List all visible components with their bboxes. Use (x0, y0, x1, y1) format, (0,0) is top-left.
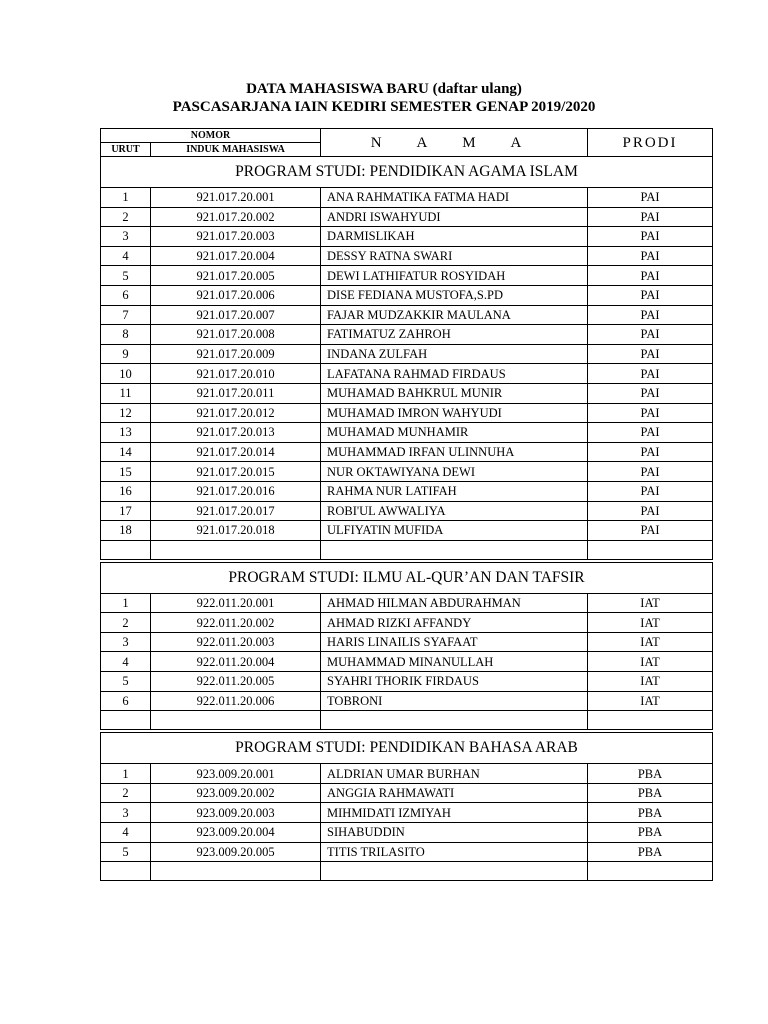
empty-cell (101, 540, 151, 561)
section-title: PROGRAM STUDI: ILMU AL-QUR’AN DAN TAFSIR (101, 561, 713, 594)
student-id: 923.009.20.005 (151, 842, 321, 862)
table-row (101, 227, 713, 247)
student-id: 921.017.20.009 (151, 344, 321, 364)
table-row (101, 501, 713, 521)
empty-cell (151, 862, 321, 881)
student-name: INDANA ZULFAH (321, 344, 588, 364)
student-name: FAJAR MUDZAKKIR MAULANA (321, 305, 588, 325)
table-row (101, 344, 713, 364)
row-number: 9 (101, 344, 151, 364)
program-code: PAI (588, 462, 713, 482)
table-row (101, 442, 713, 462)
table-row (101, 842, 713, 862)
student-id: 922.011.20.002 (151, 613, 321, 633)
program-code: PBA (588, 823, 713, 843)
table-row (101, 403, 713, 423)
section-title: PROGRAM STUDI: PENDIDIKAN AGAMA ISLAM (101, 157, 713, 188)
student-name: MIHMIDATI IZMIYAH (321, 803, 588, 823)
student-name: TOBRONI (321, 691, 588, 711)
table-row (101, 481, 713, 501)
empty-cell (588, 862, 713, 881)
program-code: PAI (588, 305, 713, 325)
student-id: 923.009.20.001 (151, 764, 321, 784)
student-name: AHMAD RIZKI AFFANDY (321, 613, 588, 633)
table-row (101, 803, 713, 823)
student-id: 921.017.20.006 (151, 285, 321, 305)
row-number: 1 (101, 764, 151, 784)
student-name: LAFATANA RAHMAD FIRDAUS (321, 364, 588, 384)
student-id: 922.011.20.003 (151, 632, 321, 652)
empty-cell (588, 711, 713, 732)
table-row (101, 632, 713, 652)
student-name: FATIMATUZ ZAHROH (321, 325, 588, 345)
header-urut: URUT (101, 143, 151, 157)
row-number: 5 (101, 672, 151, 692)
empty-cell (151, 540, 321, 561)
student-name: TITIS TRILASITO (321, 842, 588, 862)
student-name: NUR OKTAWIYANA DEWI (321, 462, 588, 482)
student-name: ULFIYATIN MUFIDA (321, 521, 588, 541)
student-id: 921.017.20.016 (151, 481, 321, 501)
student-name: MUHAMMAD MINANULLAH (321, 652, 588, 672)
table-row (101, 325, 713, 345)
student-id: 921.017.20.004 (151, 246, 321, 266)
program-code: PAI (588, 521, 713, 541)
student-name: DISE FEDIANA MUSTOFA,S.PD (321, 285, 588, 305)
table-row (101, 613, 713, 633)
student-id: 923.009.20.004 (151, 823, 321, 843)
student-id: 922.011.20.005 (151, 672, 321, 692)
program-code: IAT (588, 613, 713, 633)
row-number: 14 (101, 442, 151, 462)
program-code: PBA (588, 842, 713, 862)
table-row (101, 266, 713, 286)
student-id: 921.017.20.014 (151, 442, 321, 462)
program-code: PBA (588, 764, 713, 784)
program-code: PAI (588, 285, 713, 305)
row-number: 2 (101, 207, 151, 227)
student-id: 921.017.20.005 (151, 266, 321, 286)
section-header-row (101, 561, 713, 594)
row-number: 16 (101, 481, 151, 501)
student-name: DESSY RATNA SWARI (321, 246, 588, 266)
program-code: PAI (588, 364, 713, 384)
student-name: MUHAMAD IMRON WAHYUDI (321, 403, 588, 423)
program-code: IAT (588, 593, 713, 613)
program-code: PAI (588, 501, 713, 521)
student-id: 921.017.20.013 (151, 423, 321, 443)
student-id: 922.011.20.004 (151, 652, 321, 672)
row-number: 3 (101, 632, 151, 652)
table-row (101, 246, 713, 266)
program-code: PAI (588, 344, 713, 364)
empty-cell (321, 540, 588, 561)
student-id: 921.017.20.010 (151, 364, 321, 384)
header-prodi: PRODI (588, 129, 713, 157)
header-induk: INDUK MAHASISWA (151, 143, 321, 157)
table-row (101, 207, 713, 227)
row-number: 7 (101, 305, 151, 325)
program-code: PAI (588, 207, 713, 227)
row-number: 15 (101, 462, 151, 482)
empty-cell (321, 862, 588, 881)
program-code: IAT (588, 632, 713, 652)
student-name: ANGGIA RAHMAWATI (321, 783, 588, 803)
empty-row (101, 711, 713, 732)
row-number: 8 (101, 325, 151, 345)
student-name: ANA RAHMATIKA FATMA HADI (321, 188, 588, 208)
table-row (101, 823, 713, 843)
row-number: 18 (101, 521, 151, 541)
student-name: ALDRIAN UMAR BURHAN (321, 764, 588, 784)
program-code: PAI (588, 188, 713, 208)
student-name: SYAHRI THORIK FIRDAUS (321, 672, 588, 692)
header-nama: N A M A (321, 129, 588, 157)
program-code: PAI (588, 266, 713, 286)
program-code: PAI (588, 423, 713, 443)
student-name: ANDRI ISWAHYUDI (321, 207, 588, 227)
program-code: IAT (588, 652, 713, 672)
section-header-row (101, 731, 713, 764)
empty-cell (101, 711, 151, 732)
empty-cell (588, 540, 713, 561)
student-id: 921.017.20.012 (151, 403, 321, 423)
row-number: 1 (101, 593, 151, 613)
document-title: DATA MAHASISWA BARU (daftar ulang) (246, 81, 522, 97)
section-title: PROGRAM STUDI: PENDIDIKAN BAHASA ARAB (101, 731, 713, 764)
student-name: MUHAMAD BAHKRUL MUNIR (321, 383, 588, 403)
student-id: 921.017.20.017 (151, 501, 321, 521)
program-code: PBA (588, 803, 713, 823)
row-number: 2 (101, 613, 151, 633)
student-name: ROBI'UL AWWALIYA (321, 501, 588, 521)
header-nomor: NOMOR (101, 129, 321, 143)
table-row (101, 672, 713, 692)
program-code: PAI (588, 325, 713, 345)
row-number: 11 (101, 383, 151, 403)
student-name: AHMAD HILMAN ABDURAHMAN (321, 593, 588, 613)
student-id: 923.009.20.003 (151, 803, 321, 823)
student-id: 922.011.20.001 (151, 593, 321, 613)
table-row (101, 783, 713, 803)
student-id: 921.017.20.015 (151, 462, 321, 482)
row-number: 4 (101, 823, 151, 843)
student-id: 921.017.20.007 (151, 305, 321, 325)
document-subtitle: PASCASARJANA IAIN KEDIRI SEMESTER GENAP 2019/2020 (172, 99, 596, 115)
table-row (101, 285, 713, 305)
row-number: 3 (101, 227, 151, 247)
student-id: 921.017.20.008 (151, 325, 321, 345)
empty-cell (101, 862, 151, 881)
student-name: SIHABUDDIN (321, 823, 588, 843)
row-number: 13 (101, 423, 151, 443)
empty-cell (151, 711, 321, 732)
table-row (101, 383, 713, 403)
program-code: IAT (588, 672, 713, 692)
table-row (101, 691, 713, 711)
student-name: MUHAMMAD IRFAN ULINNUHA (321, 442, 588, 462)
row-number: 4 (101, 652, 151, 672)
student-id: 923.009.20.002 (151, 783, 321, 803)
student-name: HARIS LINAILIS SYAFAAT (321, 632, 588, 652)
table-row (101, 652, 713, 672)
section-header-row (101, 157, 713, 188)
program-code: PAI (588, 383, 713, 403)
student-id: 921.017.20.018 (151, 521, 321, 541)
table-row (101, 521, 713, 541)
row-number: 6 (101, 691, 151, 711)
row-number: 4 (101, 246, 151, 266)
row-number: 5 (101, 842, 151, 862)
row-number: 17 (101, 501, 151, 521)
empty-row (101, 862, 713, 881)
student-id: 921.017.20.003 (151, 227, 321, 247)
row-number: 1 (101, 188, 151, 208)
student-id: 921.017.20.011 (151, 383, 321, 403)
empty-row (101, 540, 713, 561)
row-number: 12 (101, 403, 151, 423)
row-number: 5 (101, 266, 151, 286)
program-code: PAI (588, 227, 713, 247)
program-code: PBA (588, 783, 713, 803)
table-row (101, 188, 713, 208)
program-code: PAI (588, 481, 713, 501)
table-row (101, 364, 713, 384)
student-id: 921.017.20.002 (151, 207, 321, 227)
program-code: PAI (588, 442, 713, 462)
row-number: 6 (101, 285, 151, 305)
table-row (101, 305, 713, 325)
table-row (101, 462, 713, 482)
program-code: IAT (588, 691, 713, 711)
student-name: DARMISLIKAH (321, 227, 588, 247)
row-number: 10 (101, 364, 151, 384)
student-id: 922.011.20.006 (151, 691, 321, 711)
student-name: RAHMA NUR LATIFAH (321, 481, 588, 501)
student-id: 921.017.20.001 (151, 188, 321, 208)
student-name: DEWI LATHIFATUR ROSYIDAH (321, 266, 588, 286)
row-number: 2 (101, 783, 151, 803)
student-table (100, 128, 713, 881)
row-number: 3 (101, 803, 151, 823)
program-code: PAI (588, 246, 713, 266)
table-row (101, 423, 713, 443)
program-code: PAI (588, 403, 713, 423)
table-row (101, 764, 713, 784)
empty-cell (321, 711, 588, 732)
table-row (101, 593, 713, 613)
student-name: MUHAMAD MUNHAMIR (321, 423, 588, 443)
